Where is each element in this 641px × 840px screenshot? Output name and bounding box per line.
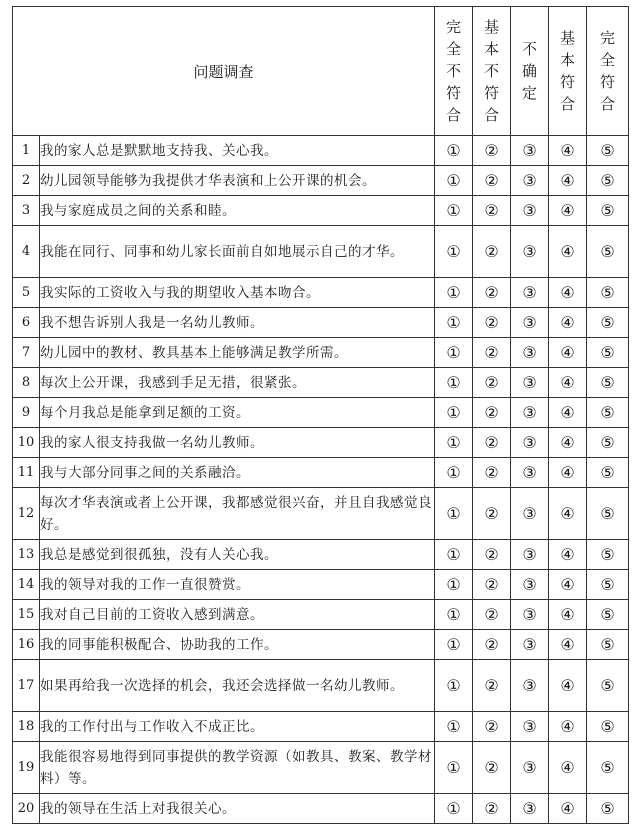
- choice-option-5[interactable]: ⑤: [587, 570, 629, 600]
- choice-option-3[interactable]: ③: [511, 794, 549, 824]
- choice-option-3[interactable]: ③: [511, 458, 549, 488]
- choice-option-5[interactable]: ⑤: [587, 458, 629, 488]
- table-row: [13, 278, 629, 308]
- table-row: [13, 428, 629, 458]
- table-row: [13, 600, 629, 630]
- question-text: 每次上公开课，我感到手足无措，很紧张。: [40, 368, 435, 398]
- option-header-4: 基本符合: [549, 7, 587, 136]
- table-row: [13, 368, 629, 398]
- table-row: [13, 308, 629, 338]
- question-text: 我能很容易地得到同事提供的教学资源（如教具、教案、教学材料）等。: [40, 742, 435, 794]
- choice-option-5[interactable]: ⑤: [587, 308, 629, 338]
- choice-option-5[interactable]: ⑤: [587, 368, 629, 398]
- choice-option-4[interactable]: ④: [549, 488, 587, 540]
- choice-option-1[interactable]: ①: [435, 630, 473, 660]
- choice-option-2[interactable]: ②: [473, 308, 511, 338]
- row-number: 13: [13, 540, 40, 570]
- choice-option-3[interactable]: ③: [511, 742, 549, 794]
- choice-option-4[interactable]: ④: [549, 458, 587, 488]
- table-row: [13, 398, 629, 428]
- choice-option-2[interactable]: ②: [473, 570, 511, 600]
- choice-option-4[interactable]: ④: [549, 540, 587, 570]
- choice-option-1[interactable]: ①: [435, 278, 473, 308]
- question-text: 我能在同行、同事和幼儿家长面前自如地展示自己的才华。: [40, 226, 435, 278]
- table-row: [13, 742, 629, 794]
- row-number: 1: [13, 136, 40, 166]
- choice-option-5[interactable]: ⑤: [587, 196, 629, 226]
- table-row: [13, 338, 629, 368]
- choice-option-4[interactable]: ④: [549, 196, 587, 226]
- choice-option-5[interactable]: ⑤: [587, 226, 629, 278]
- choice-option-3[interactable]: ③: [511, 428, 549, 458]
- choice-option-3[interactable]: ③: [511, 398, 549, 428]
- choice-option-1[interactable]: ①: [435, 368, 473, 398]
- choice-option-1[interactable]: ①: [435, 712, 473, 742]
- choice-option-1[interactable]: ①: [435, 660, 473, 712]
- choice-option-5[interactable]: ⑤: [587, 742, 629, 794]
- choice-option-5[interactable]: ⑤: [587, 428, 629, 458]
- table-row: [13, 540, 629, 570]
- table-row: [13, 458, 629, 488]
- choice-option-1[interactable]: ①: [435, 196, 473, 226]
- table-row: [13, 488, 629, 540]
- row-number: 19: [13, 742, 40, 794]
- choice-option-2[interactable]: ②: [473, 166, 511, 196]
- choice-option-1[interactable]: ①: [435, 428, 473, 458]
- row-number: 8: [13, 368, 40, 398]
- table-row: [13, 794, 629, 824]
- choice-option-3[interactable]: ③: [511, 338, 549, 368]
- choice-option-4[interactable]: ④: [549, 570, 587, 600]
- row-number: 15: [13, 600, 40, 630]
- choice-option-2[interactable]: ②: [473, 458, 511, 488]
- choice-option-2[interactable]: ②: [473, 540, 511, 570]
- choice-option-5[interactable]: ⑤: [587, 712, 629, 742]
- choice-option-1[interactable]: ①: [435, 488, 473, 540]
- choice-option-5[interactable]: ⑤: [587, 600, 629, 630]
- choice-option-4[interactable]: ④: [549, 712, 587, 742]
- table-row: [13, 196, 629, 226]
- choice-option-3[interactable]: ③: [511, 368, 549, 398]
- choice-option-2[interactable]: ②: [473, 278, 511, 308]
- option-header-5: 完全符合: [587, 7, 629, 136]
- option-header-2: 基本不符合: [473, 7, 511, 136]
- choice-option-3[interactable]: ③: [511, 136, 549, 166]
- choice-option-5[interactable]: ⑤: [587, 136, 629, 166]
- choice-option-3[interactable]: ③: [511, 600, 549, 630]
- choice-option-4[interactable]: ④: [549, 368, 587, 398]
- header-row: [13, 7, 629, 136]
- choice-option-5[interactable]: ⑤: [587, 540, 629, 570]
- choice-option-4[interactable]: ④: [549, 166, 587, 196]
- choice-option-4[interactable]: ④: [549, 278, 587, 308]
- question-text: 我的家人很支持我做一名幼儿教师。: [40, 428, 435, 458]
- choice-option-3[interactable]: ③: [511, 540, 549, 570]
- choice-option-4[interactable]: ④: [549, 660, 587, 712]
- question-text: 幼儿园领导能够为我提供才华表演和上公开课的机会。: [40, 166, 435, 196]
- row-number: 4: [13, 226, 40, 278]
- table-row: [13, 136, 629, 166]
- question-text: 我实际的工资收入与我的期望收入基本吻合。: [40, 278, 435, 308]
- choice-option-1[interactable]: ①: [435, 600, 473, 630]
- choice-option-1[interactable]: ①: [435, 226, 473, 278]
- choice-option-5[interactable]: ⑤: [587, 488, 629, 540]
- row-number: 2: [13, 166, 40, 196]
- survey-body: [13, 136, 629, 824]
- row-number: 9: [13, 398, 40, 428]
- question-text: 我不想告诉别人我是一名幼儿教师。: [40, 308, 435, 338]
- question-text: 我总是感觉到很孤独，没有人关心我。: [40, 540, 435, 570]
- table-row: [13, 166, 629, 196]
- question-text: 我对自己目前的工资收入感到满意。: [40, 600, 435, 630]
- table-row: [13, 630, 629, 660]
- choice-option-1[interactable]: ①: [435, 742, 473, 794]
- choice-option-1[interactable]: ①: [435, 308, 473, 338]
- choice-option-5[interactable]: ⑤: [587, 166, 629, 196]
- choice-option-2[interactable]: ②: [473, 794, 511, 824]
- choice-option-3[interactable]: ③: [511, 196, 549, 226]
- row-number: 10: [13, 428, 40, 458]
- choice-option-3[interactable]: ③: [511, 308, 549, 338]
- question-text: 我的领导对我的工作一直很赞赏。: [40, 570, 435, 600]
- choice-option-4[interactable]: ④: [549, 308, 587, 338]
- choice-option-3[interactable]: ③: [511, 226, 549, 278]
- choice-option-5[interactable]: ⑤: [587, 398, 629, 428]
- choice-option-2[interactable]: ②: [473, 630, 511, 660]
- choice-option-2[interactable]: ②: [473, 338, 511, 368]
- choice-option-5[interactable]: ⑤: [587, 794, 629, 824]
- choice-option-3[interactable]: ③: [511, 712, 549, 742]
- row-number: 17: [13, 660, 40, 712]
- choice-option-1[interactable]: ①: [435, 338, 473, 368]
- choice-option-2[interactable]: ②: [473, 368, 511, 398]
- choice-option-4[interactable]: ④: [549, 136, 587, 166]
- row-number: 5: [13, 278, 40, 308]
- choice-option-2[interactable]: ②: [473, 196, 511, 226]
- choice-option-1[interactable]: ①: [435, 540, 473, 570]
- choice-option-4[interactable]: ④: [549, 630, 587, 660]
- choice-option-1[interactable]: ①: [435, 398, 473, 428]
- row-number: 7: [13, 338, 40, 368]
- choice-option-3[interactable]: ③: [511, 630, 549, 660]
- choice-option-1[interactable]: ①: [435, 570, 473, 600]
- choice-option-2[interactable]: ②: [473, 428, 511, 458]
- row-number: 3: [13, 196, 40, 226]
- choice-option-3[interactable]: ③: [511, 278, 549, 308]
- choice-option-4[interactable]: ④: [549, 398, 587, 428]
- row-number: 6: [13, 308, 40, 338]
- choice-option-3[interactable]: ③: [511, 660, 549, 712]
- row-number: 20: [13, 794, 40, 824]
- choice-option-3[interactable]: ③: [511, 488, 549, 540]
- choice-option-2[interactable]: ②: [473, 136, 511, 166]
- choice-option-1[interactable]: ①: [435, 458, 473, 488]
- row-number: 11: [13, 458, 40, 488]
- row-number: 14: [13, 570, 40, 600]
- choice-option-5[interactable]: ⑤: [587, 338, 629, 368]
- row-number: 12: [13, 488, 40, 540]
- table-row: [13, 226, 629, 278]
- question-text: 幼儿园中的教材、教具基本上能够满足教学所需。: [40, 338, 435, 368]
- choice-option-1[interactable]: ①: [435, 136, 473, 166]
- choice-option-1[interactable]: ①: [435, 166, 473, 196]
- choice-option-2[interactable]: ②: [473, 660, 511, 712]
- question-text: 每次才华表演或者上公开课，我都感觉很兴奋，并且自我感觉良好。: [40, 488, 435, 540]
- choice-option-5[interactable]: ⑤: [587, 630, 629, 660]
- choice-option-4[interactable]: ④: [549, 742, 587, 794]
- question-text: 我与大部分同事之间的关系融洽。: [40, 458, 435, 488]
- question-text: 我的家人总是默默地支持我、关心我。: [40, 136, 435, 166]
- choice-option-3[interactable]: ③: [511, 166, 549, 196]
- choice-option-4[interactable]: ④: [549, 428, 587, 458]
- question-text: 如果再给我一次选择的机会，我还会选择做一名幼儿教师。: [40, 660, 435, 712]
- question-text: 每个月我总是能拿到足额的工资。: [40, 398, 435, 428]
- choice-option-2[interactable]: ②: [473, 600, 511, 630]
- choice-option-2[interactable]: ②: [473, 488, 511, 540]
- option-header-3: 不确定: [511, 7, 549, 136]
- row-number: 18: [13, 712, 40, 742]
- option-header-1: 完全不符合: [435, 7, 473, 136]
- choice-option-3[interactable]: ③: [511, 570, 549, 600]
- choice-option-5[interactable]: ⑤: [587, 660, 629, 712]
- choice-option-4[interactable]: ④: [549, 226, 587, 278]
- choice-option-2[interactable]: ②: [473, 712, 511, 742]
- choice-option-2[interactable]: ②: [473, 398, 511, 428]
- choice-option-4[interactable]: ④: [549, 600, 587, 630]
- question-text: 我的工作付出与工作收入不成正比。: [40, 712, 435, 742]
- question-text: 我的领导在生活上对我很关心。: [40, 794, 435, 824]
- choice-option-1[interactable]: ①: [435, 794, 473, 824]
- choice-option-5[interactable]: ⑤: [587, 278, 629, 308]
- choice-option-4[interactable]: ④: [549, 794, 587, 824]
- survey-table: [12, 6, 629, 824]
- table-row: [13, 712, 629, 742]
- choice-option-2[interactable]: ②: [473, 742, 511, 794]
- table-row: [13, 660, 629, 712]
- table-row: [13, 570, 629, 600]
- question-text: 我的同事能积极配合、协助我的工作。: [40, 630, 435, 660]
- question-text: 我与家庭成员之间的关系和睦。: [40, 196, 435, 226]
- choice-option-4[interactable]: ④: [549, 338, 587, 368]
- survey-title: 问题调查: [13, 7, 435, 136]
- choice-option-2[interactable]: ②: [473, 226, 511, 278]
- row-number: 16: [13, 630, 40, 660]
